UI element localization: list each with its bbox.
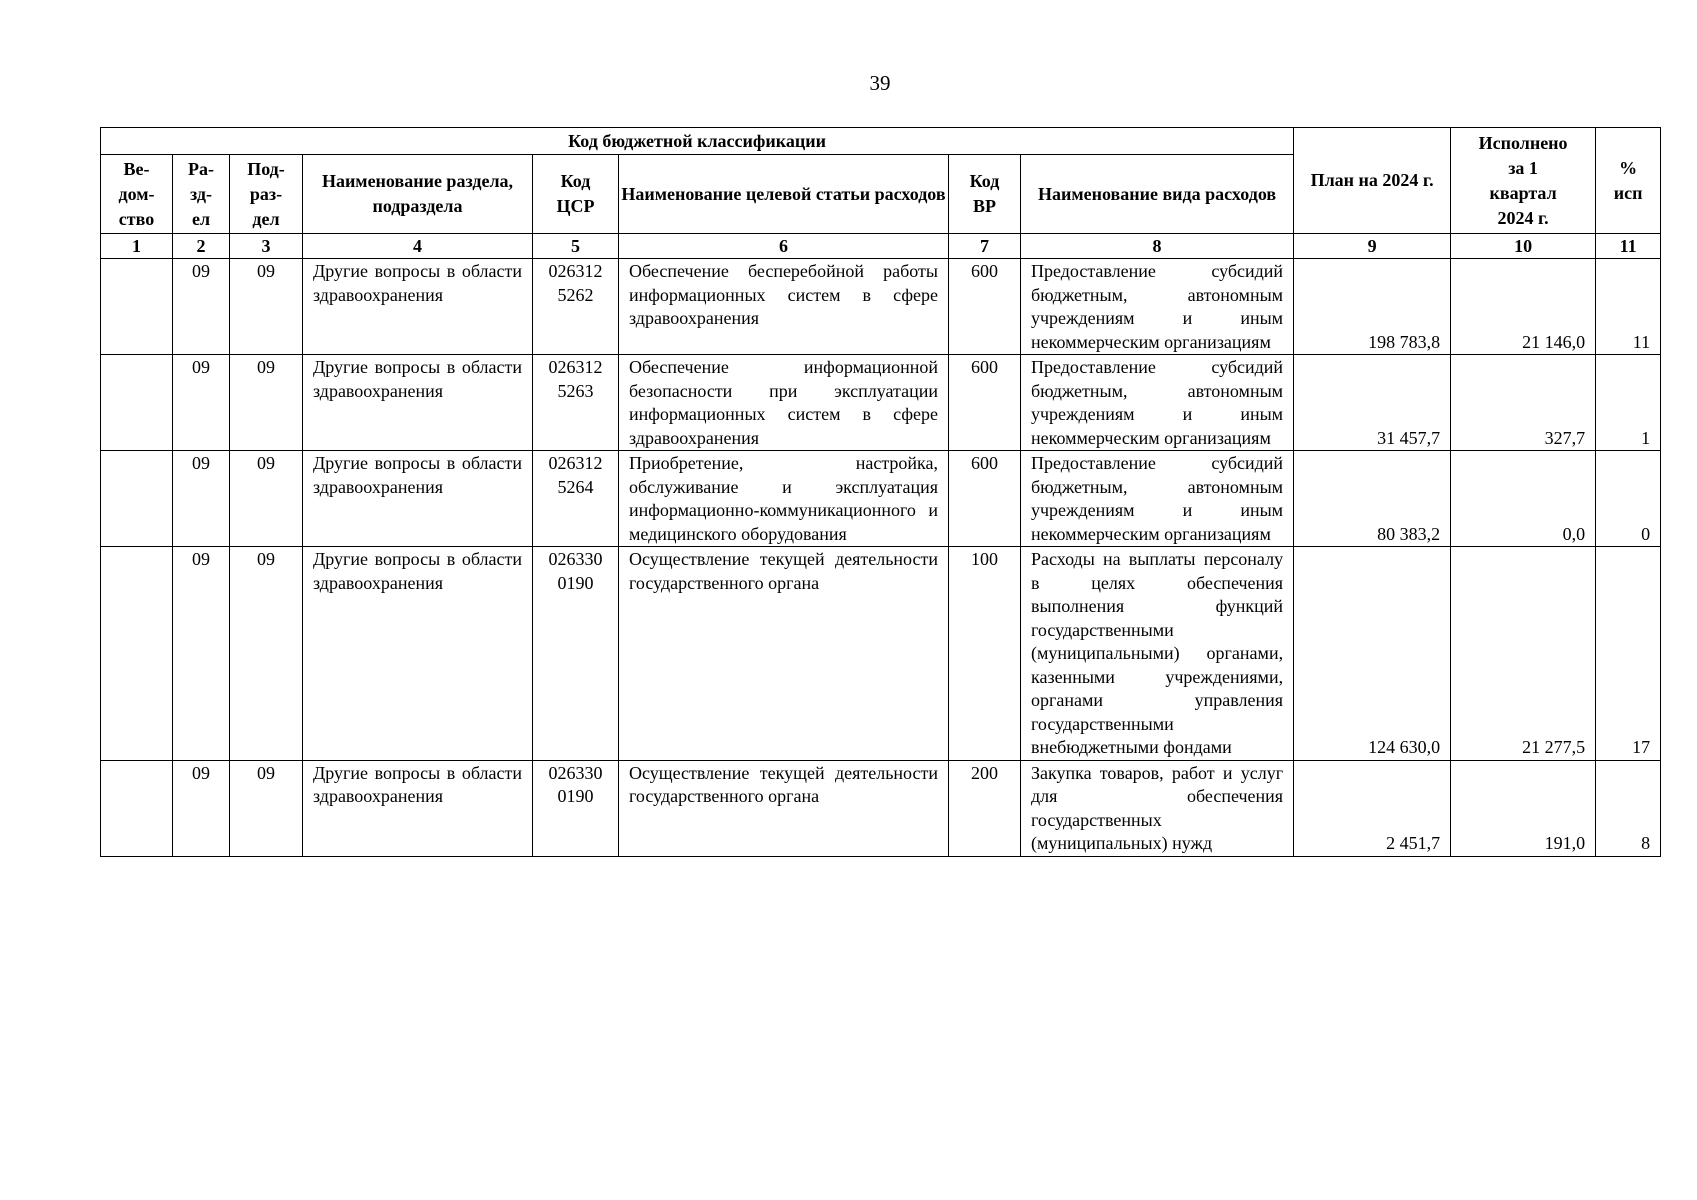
executed-cell: 21 146,0 <box>1451 259 1596 355</box>
subsection-cell: 09 <box>230 760 303 856</box>
percent-cell: 17 <box>1596 547 1661 761</box>
column-number: 10 <box>1451 234 1596 259</box>
table-row <box>101 547 1661 761</box>
table-row <box>101 259 1661 355</box>
target-name-cell: Приобретение, настройка, обслуживание и эксплуатация информационно-коммуникационного и медицинского оборудования <box>619 451 949 547</box>
csr-cell: 026312 5262 <box>533 259 619 355</box>
vr-cell: 100 <box>949 547 1021 761</box>
section-cell: 09 <box>173 451 230 547</box>
column-number: 5 <box>533 234 619 259</box>
section-cell: 09 <box>173 355 230 451</box>
section-name-header: Наименование раздела, подраздела <box>303 155 533 234</box>
vr-cell: 600 <box>949 451 1021 547</box>
column-numbers-row <box>101 234 1661 259</box>
section-name-cell: Другие вопросы в области здравоохранения <box>303 259 533 355</box>
page-number: 39 <box>869 71 891 95</box>
target-name-header: Наименование целевой статьи расходов <box>619 155 949 234</box>
expense-type-cell: Закупка товаров, работ и услуг для обеспечения государственных (муниципальных) нужд <box>1021 760 1294 856</box>
percent-cell: 0 <box>1596 451 1661 547</box>
plan-cell: 2 451,7 <box>1294 760 1451 856</box>
department-cell <box>101 547 173 761</box>
column-number: 2 <box>173 234 230 259</box>
department-header: Ве- дом- ство <box>101 155 173 234</box>
vr-cell: 600 <box>949 259 1021 355</box>
target-name-cell: Осуществление текущей деятельности государственного органа <box>619 547 949 761</box>
column-number: 6 <box>619 234 949 259</box>
column-number: 11 <box>1596 234 1661 259</box>
section-cell: 09 <box>173 259 230 355</box>
executed-header: Исполнено за 1 квартал 2024 г. <box>1451 128 1596 234</box>
section-name-cell: Другие вопросы в области здравоохранения <box>303 451 533 547</box>
column-number: 1 <box>101 234 173 259</box>
percent-cell: 1 <box>1596 355 1661 451</box>
percent-header: % исп <box>1596 128 1661 234</box>
subsection-cell: 09 <box>230 547 303 761</box>
executed-cell: 0,0 <box>1451 451 1596 547</box>
department-cell <box>101 355 173 451</box>
vr-header: Код ВР <box>949 155 1021 234</box>
section-name-cell: Другие вопросы в области здравоохранения <box>303 547 533 761</box>
executed-cell: 21 277,5 <box>1451 547 1596 761</box>
csr-cell: 026312 5263 <box>533 355 619 451</box>
department-cell <box>101 259 173 355</box>
percent-cell: 8 <box>1596 760 1661 856</box>
executed-cell: 327,7 <box>1451 355 1596 451</box>
department-cell <box>101 451 173 547</box>
target-name-cell: Обеспечение бесперебойной работы информационных систем в сфере здравоохранения <box>619 259 949 355</box>
expense-type-cell: Предоставление субсидий бюджетным, автономным учреждениям и иным некоммерческим организациям <box>1021 355 1294 451</box>
target-name-cell: Обеспечение информационной безопасности при эксплуатации информационных систем в сфере здравоохранения <box>619 355 949 451</box>
column-number: 4 <box>303 234 533 259</box>
expense-type-cell: Расходы на выплаты персоналу в целях обеспечения выполнения функций государственными (муниципальными) органами, казенными учреждениями, органами управления государственными внебюджетными фондами <box>1021 547 1294 761</box>
expense-type-cell: Предоставление субсидий бюджетным, автономным учреждениям и иным некоммерческим организациям <box>1021 259 1294 355</box>
percent-cell: 11 <box>1596 259 1661 355</box>
column-number: 8 <box>1021 234 1294 259</box>
budget-table <box>100 127 1661 857</box>
section-cell: 09 <box>173 547 230 761</box>
table-row <box>101 451 1661 547</box>
budget-classification-header: Код бюджетной классификации <box>101 128 1294 155</box>
subsection-cell: 09 <box>230 355 303 451</box>
csr-cell: 026330 0190 <box>533 547 619 761</box>
plan-cell: 124 630,0 <box>1294 547 1451 761</box>
csr-cell: 026312 5264 <box>533 451 619 547</box>
section-header: Ра- зд- ел <box>173 155 230 234</box>
table-row <box>101 355 1661 451</box>
department-cell <box>101 760 173 856</box>
executed-cell: 191,0 <box>1451 760 1596 856</box>
subsection-header: Под- раз- дел <box>230 155 303 234</box>
subsection-cell: 09 <box>230 259 303 355</box>
column-number: 9 <box>1294 234 1451 259</box>
csr-cell: 026330 0190 <box>533 760 619 856</box>
subsection-cell: 09 <box>230 451 303 547</box>
expense-type-header: Наименование вида расходов <box>1021 155 1294 234</box>
table-row <box>101 760 1661 856</box>
plan-cell: 31 457,7 <box>1294 355 1451 451</box>
vr-cell: 600 <box>949 355 1021 451</box>
section-name-cell: Другие вопросы в области здравоохранения <box>303 355 533 451</box>
section-cell: 09 <box>173 760 230 856</box>
plan-cell: 198 783,8 <box>1294 259 1451 355</box>
plan-cell: 80 383,2 <box>1294 451 1451 547</box>
expense-type-cell: Предоставление субсидий бюджетным, автономным учреждениям и иным некоммерческим организациям <box>1021 451 1294 547</box>
csr-header: Код ЦСР <box>533 155 619 234</box>
column-number: 7 <box>949 234 1021 259</box>
section-name-cell: Другие вопросы в области здравоохранения <box>303 760 533 856</box>
vr-cell: 200 <box>949 760 1021 856</box>
plan-header: План на 2024 г. <box>1294 128 1451 234</box>
target-name-cell: Осуществление текущей деятельности государственного органа <box>619 760 949 856</box>
column-number: 3 <box>230 234 303 259</box>
